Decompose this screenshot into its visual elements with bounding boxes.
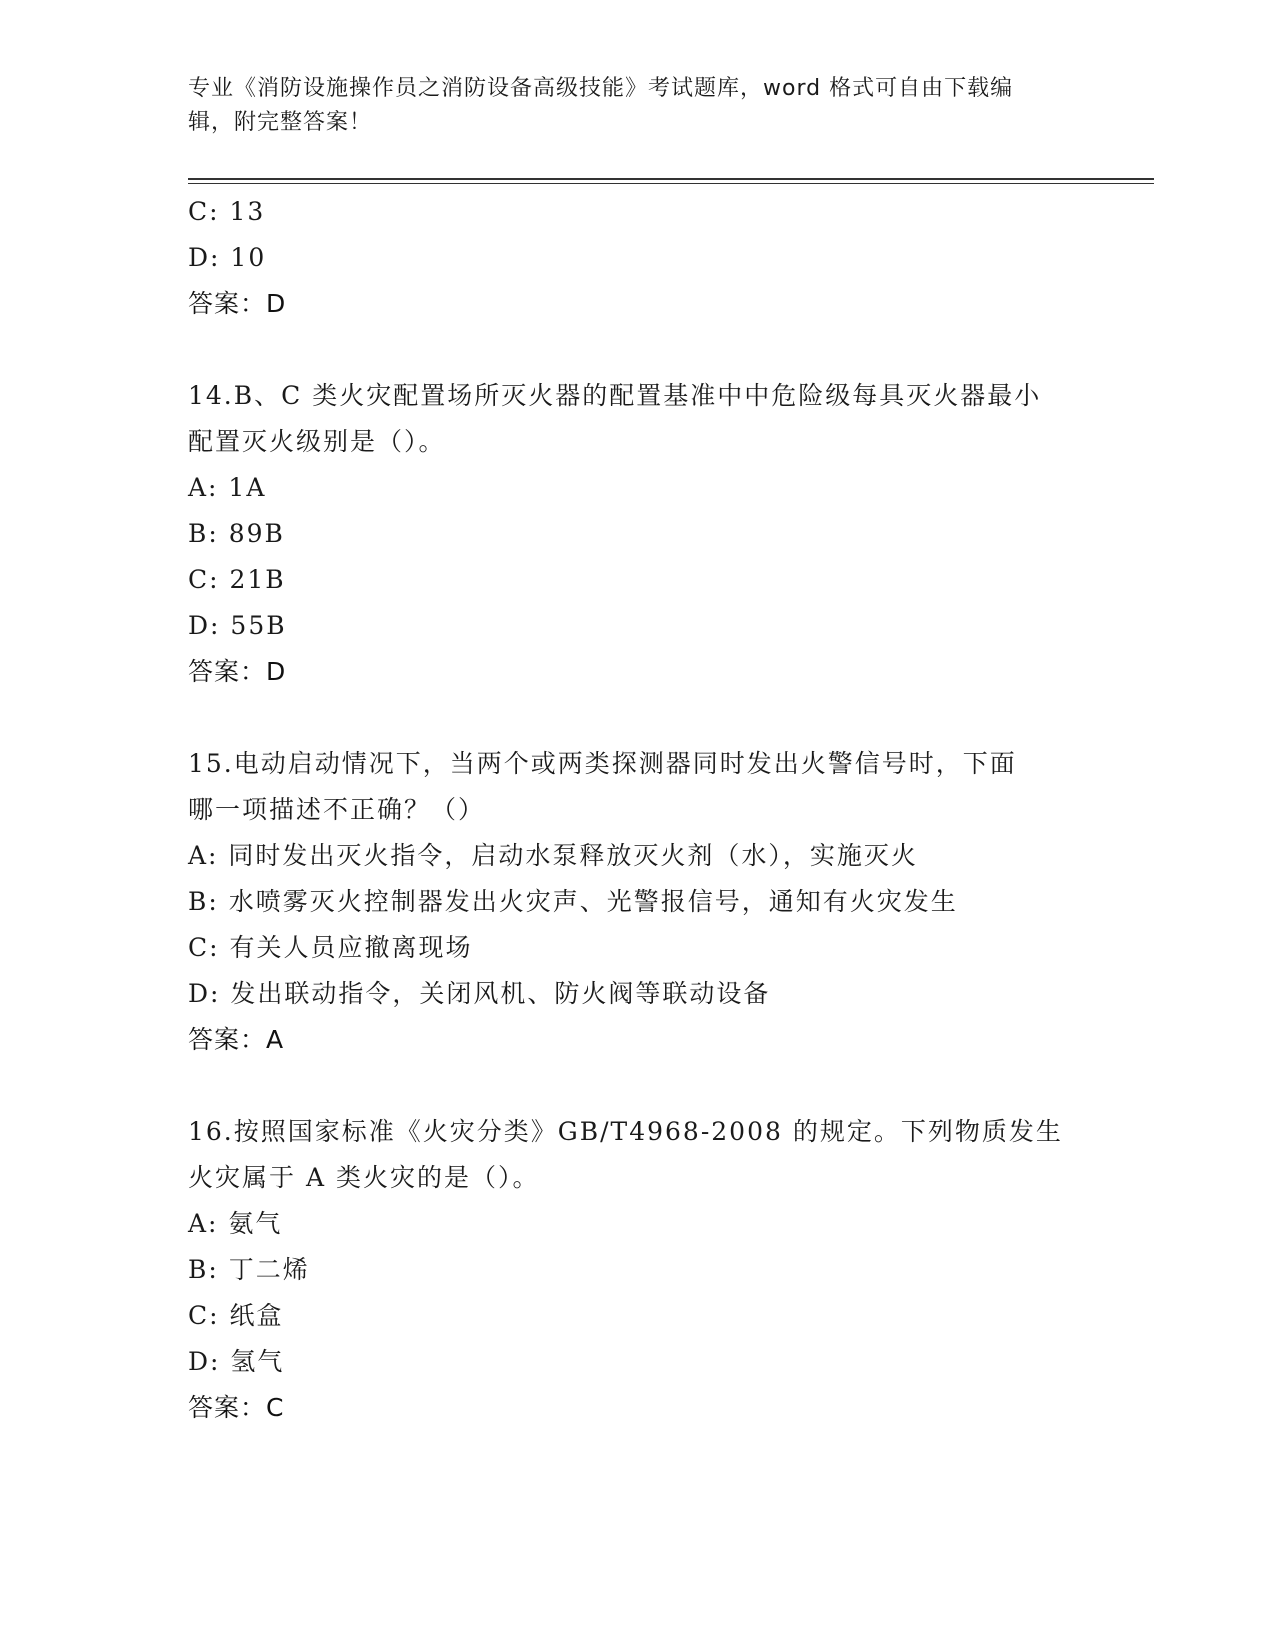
header-divider-thin — [188, 183, 1154, 184]
option-b: B: 89B — [188, 519, 285, 548]
question-15 — [188, 741, 1088, 1063]
option-d: D: 10 — [188, 243, 267, 272]
option-a: A: 同时发出灭火指令，启动水泵释放灭火剂（水），实施灭火 — [188, 841, 918, 870]
question-stem-line-2: 火灾属于 A 类火灾的是（）。 — [188, 1163, 540, 1192]
spacer — [188, 1063, 1088, 1109]
header-divider-thick — [188, 178, 1154, 180]
answer-line: 答案：C — [188, 1393, 285, 1422]
question-13-tail — [188, 189, 1088, 327]
option-c: C: 有关人员应撤离现场 — [188, 933, 473, 962]
option-a: A: 1A — [188, 473, 267, 502]
spacer — [188, 695, 1088, 741]
option-c: C: 纸盒 — [188, 1301, 284, 1330]
answer-line: 答案：D — [188, 657, 287, 686]
question-stem-line-2: 哪一项描述不正确？（） — [188, 795, 486, 824]
option-d: D: 氢气 — [188, 1347, 285, 1376]
question-14 — [188, 373, 1088, 695]
option-b: B: 丁二烯 — [188, 1255, 310, 1284]
question-stem-line-1: 14.B、C 类火灾配置场所灭火器的配置基准中中危险级每具灭火器最小 — [188, 381, 1042, 410]
question-stem-line-2: 配置灭火级别是（）。 — [188, 427, 446, 456]
header-line-1: 专业《消防设施操作员之消防设备高级技能》考试题库，word 格式可自由下载编 — [188, 76, 1014, 101]
option-a: A: 氨气 — [188, 1209, 283, 1238]
page-header — [188, 72, 1088, 140]
option-b: B: 水喷雾灭火控制器发出火灾声、光警报信号，通知有火灾发生 — [188, 887, 958, 916]
spacer — [188, 327, 1088, 373]
question-16 — [188, 1109, 1088, 1431]
option-d: D: 55B — [188, 611, 287, 640]
question-content — [188, 189, 1088, 1431]
option-c: C: 13 — [188, 197, 266, 226]
header-line-2: 辑，附完整答案！ — [188, 110, 373, 135]
option-c: C: 21B — [188, 565, 286, 594]
option-d: D: 发出联动指令，关闭风机、防火阀等联动设备 — [188, 979, 771, 1008]
answer-line: 答案：A — [188, 1025, 285, 1054]
answer-line: 答案：D — [188, 289, 287, 318]
question-stem-line-1: 15.电动启动情况下，当两个或两类探测器同时发出火警信号时，下面 — [188, 749, 1017, 778]
question-stem-line-1: 16.按照国家标准《火灾分类》GB/T4968-2008 的规定。下列物质发生 — [188, 1117, 1063, 1146]
